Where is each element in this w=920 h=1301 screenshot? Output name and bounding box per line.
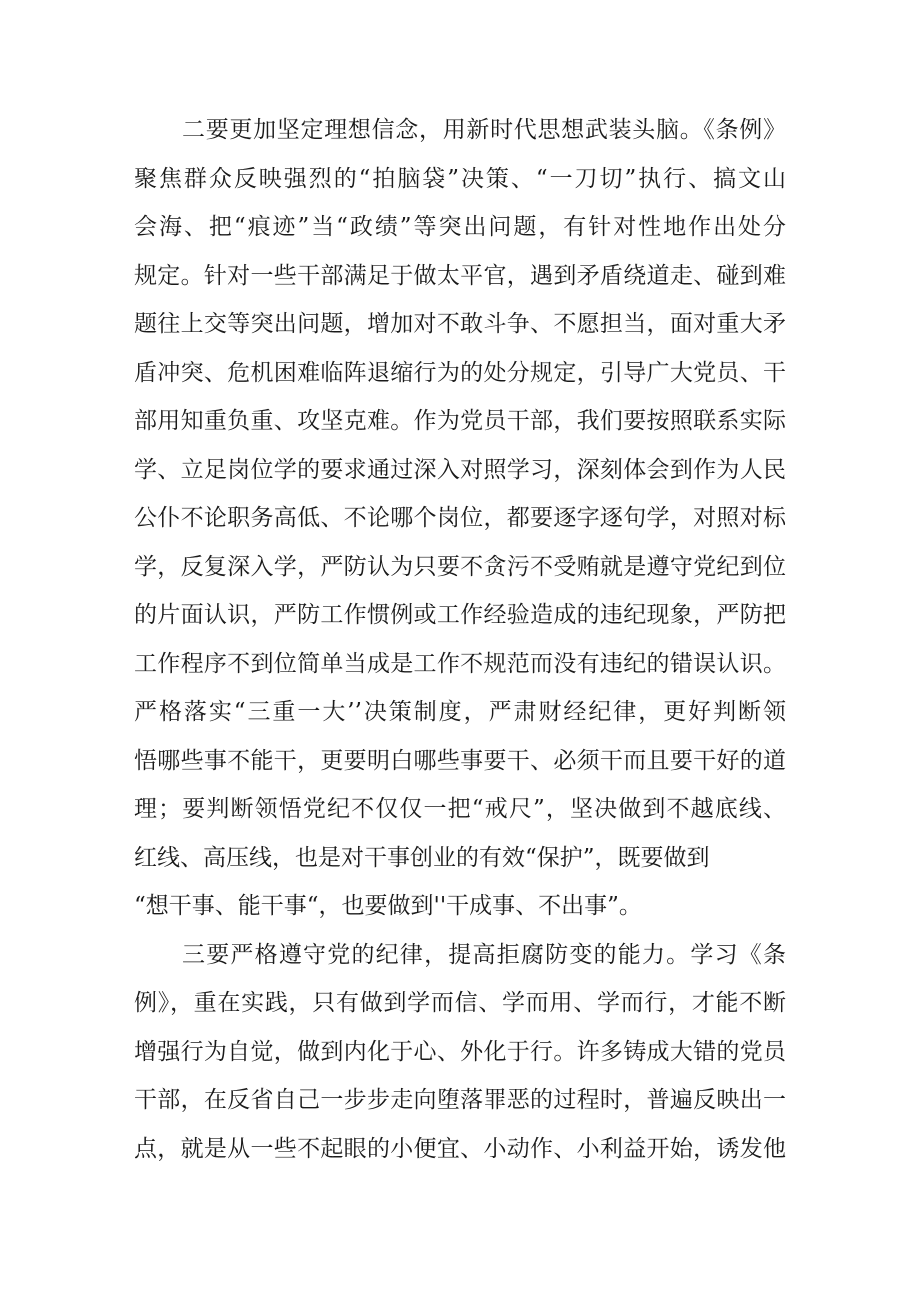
paragraph-line: 干部，在反省自己一步步走向堕落罪恶的过程时，普遍反映出一	[134, 1087, 786, 1113]
paragraph-line: 三要严格遵守党的纪律，提高拒腐防变的能力。学习《条	[182, 941, 786, 968]
paragraph-line: 会海、把“痕迹”当“政绩”等突出问题，有针对性地作出处分	[134, 214, 786, 240]
paragraph-line: 的片面认识，严防工作惯例或工作经验造成的违纪现象，严防把	[134, 602, 786, 628]
paragraph-line: 严格落实“三重一大’’决策制度，严肃财经纪律，更好判断领	[134, 699, 786, 725]
paragraph-line: 盾冲突、危机困难临阵退缩行为的处分规定，引导广大党员、干	[134, 359, 786, 386]
paragraph-line: 二要更加坚定理想信念，用新时代思想武装头脑。《条例》	[182, 117, 786, 143]
paragraph-line: “想干事、能干事“，也要做到''干成事、不出事”。	[134, 893, 642, 919]
paragraph-line: 点，就是从一些不起眼的小便宜、小动作、小利益开始，诱发他	[134, 1135, 786, 1162]
paragraph-line: 学、立足岗位学的要求通过深入对照学习，深刻体会到作为人民	[134, 456, 786, 483]
paragraph-line: 部用知重负重、攻坚克难。作为党员干部，我们要按照联系实际	[134, 408, 786, 434]
paragraph-line: 题往上交等突出问题，增加对不敢斗争、不愿担当，面对重大矛	[134, 311, 786, 337]
paragraph-line: 规定。针对一些干部满足于做太平官，遇到矛盾绕道走、碰到难	[134, 262, 786, 289]
paragraph-line: 学，反复深入学，严防认为只要不贪污不受贿就是遵守党纪到位	[134, 553, 786, 580]
paragraph-line: 增强行为自觉，做到内化于心、外化于行。许多铸成大错的党员	[134, 1038, 786, 1065]
paragraph-line: 理；要判断领悟党纪不仅仅一把“戒尺”，坚决做到不越底线、	[134, 796, 786, 822]
paragraph-line: 聚焦群众反映强烈的“拍脑袋”决策、“一刀切”执行、搞文山	[134, 165, 786, 192]
paragraph-line: 悟哪些事不能干，更要明白哪些事要干、必须干而且要干好的道	[134, 747, 786, 774]
paragraph-line: 红线、高压线，也是对干事创业的有效“保护”，既要做到	[134, 844, 710, 871]
body-text	[134, 106, 786, 1173]
paragraph-line: 公仆不论职务高低、不论哪个岗位，都要逐字逐句学，对照对标	[134, 505, 786, 531]
paragraph-line: 工作程序不到位简单当成是工作不规范而没有违纪的错误认识。	[134, 650, 786, 677]
paragraph-line: 例》，重在实践，只有做到学而信、学而用、学而行，才能不断	[134, 990, 786, 1016]
